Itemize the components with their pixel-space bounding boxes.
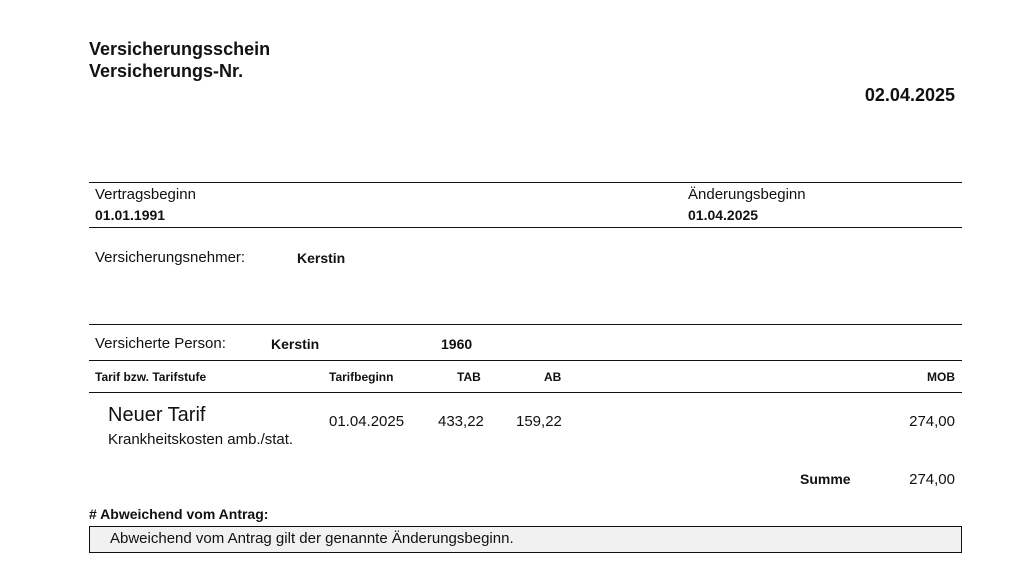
column-header-ab: AB: [544, 370, 562, 384]
insured-person-name: Kerstin: [271, 336, 320, 352]
tariff-description: Krankheitskosten amb./stat.: [108, 431, 294, 448]
insured-person-year: 1960: [441, 336, 473, 352]
tariff-mob: 274,00: [909, 413, 955, 430]
insured-person-label: Versicherte Person:: [95, 335, 226, 352]
deviation-note-text: Abweichend vom Antrag gilt der genannte Änderungsbeginn.: [110, 530, 514, 547]
column-header-mob: MOB: [927, 370, 955, 384]
change-start-label: Änderungsbeginn: [688, 186, 806, 203]
contract-start-value: 01.01.1991: [95, 207, 166, 223]
column-header-tab: TAB: [457, 370, 481, 384]
sum-label: Summe: [800, 471, 851, 487]
policyholder-label: Versicherungsnehmer:: [95, 249, 246, 266]
policyholder-name: Kerstin: [297, 250, 346, 266]
document-date: 02.04.2025: [864, 85, 955, 105]
divider: [89, 360, 962, 361]
tariff-name: Neuer Tarif: [108, 404, 206, 426]
sum-value: 274,00: [909, 471, 955, 488]
divider: [89, 182, 962, 183]
column-header-tariff-start: Tarifbeginn: [329, 370, 394, 384]
policy-number-label: Versicherungs-Nr.: [89, 61, 244, 81]
deviation-note-box: [89, 526, 962, 553]
document-title: Versicherungsschein: [89, 39, 271, 59]
tariff-start: 01.04.2025: [329, 413, 405, 430]
divider: [89, 324, 962, 325]
deviation-heading: # Abweichend vom Antrag:: [89, 506, 269, 522]
tariff-ab: 159,22: [516, 413, 562, 430]
divider: [89, 392, 962, 393]
contract-start-label: Vertragsbeginn: [95, 186, 196, 203]
divider: [89, 227, 962, 228]
column-header-tariff: Tarif bzw. Tarifstufe: [95, 370, 207, 384]
tariff-tab: 433,22: [438, 413, 484, 430]
change-start-value: 01.04.2025: [688, 207, 759, 223]
